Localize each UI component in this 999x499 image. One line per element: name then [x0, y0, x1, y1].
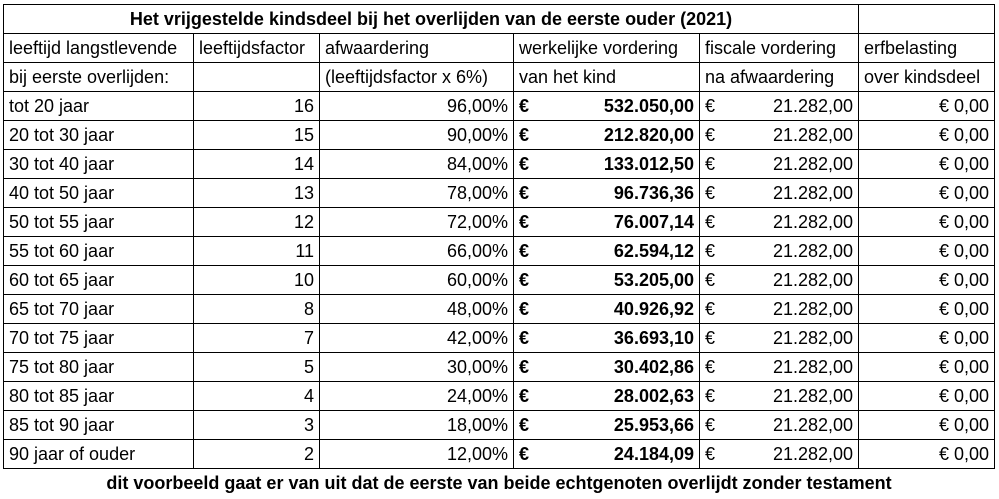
euro-symbol: € — [705, 328, 716, 348]
cell-afwaardering: 48,00% — [320, 295, 514, 324]
cell-afwaardering: 96,00% — [320, 92, 514, 121]
amount-value: 40.926,92 — [613, 299, 694, 319]
header-fiscale-vordering: fiscale vordering — [700, 34, 859, 63]
cell-werkelijke-vordering — [514, 411, 700, 440]
amount-value: 36.693,10 — [613, 328, 694, 348]
cell-erfbelasting: € 0,00 — [859, 237, 995, 266]
cell-afwaardering: 90,00% — [320, 121, 514, 150]
cell-erfbelasting: € 0,00 — [859, 150, 995, 179]
cell-age: 85 tot 90 jaar — [4, 411, 194, 440]
cell-fiscale-vordering — [700, 92, 859, 121]
cell-fiscale-vordering — [700, 324, 859, 353]
cell-erfbelasting: € 0,00 — [859, 295, 995, 324]
euro-symbol: € — [705, 154, 716, 174]
header-age: leeftijd langstlevende — [4, 34, 194, 63]
table-row — [4, 440, 995, 469]
cell-factor: 8 — [194, 295, 320, 324]
cell-afwaardering: 24,00% — [320, 382, 514, 411]
cell-werkelijke-vordering — [514, 440, 700, 469]
amount-value: 212.820,00 — [603, 125, 694, 145]
cell-afwaardering: 30,00% — [320, 353, 514, 382]
cell-age: 20 tot 30 jaar — [4, 121, 194, 150]
cell-age: 75 tot 80 jaar — [4, 353, 194, 382]
cell-factor: 11 — [194, 237, 320, 266]
cell-erfbelasting: € 0,00 — [859, 179, 995, 208]
amount-value: 96.736,36 — [613, 183, 694, 203]
table-row — [4, 324, 995, 353]
amount-value: 21.282,00 — [772, 212, 854, 232]
table-row — [4, 150, 995, 179]
cell-fiscale-vordering — [700, 353, 859, 382]
cell-factor: 10 — [194, 266, 320, 295]
amount-value: 30.402,86 — [613, 357, 694, 377]
amount-value: 21.282,00 — [772, 357, 854, 377]
cell-erfbelasting: € 0,00 — [859, 440, 995, 469]
amount-value: 21.282,00 — [772, 270, 854, 290]
cell-fiscale-vordering — [700, 237, 859, 266]
cell-erfbelasting: € 0,00 — [859, 208, 995, 237]
table-row — [4, 382, 995, 411]
table-row — [4, 411, 995, 440]
euro-symbol: € — [705, 212, 716, 232]
table-row — [4, 179, 995, 208]
cell-erfbelasting: € 0,00 — [859, 353, 995, 382]
header-erfbelasting-line2: over kindsdeel — [859, 63, 995, 92]
euro-symbol: € — [519, 183, 530, 203]
amount-value: 21.282,00 — [772, 328, 854, 348]
euro-symbol: € — [705, 444, 716, 464]
euro-symbol: € — [705, 96, 716, 116]
amount-value: 21.282,00 — [772, 299, 854, 319]
cell-werkelijke-vordering — [514, 121, 700, 150]
header-row-1 — [4, 34, 995, 63]
cell-werkelijke-vordering — [514, 353, 700, 382]
cell-erfbelasting: € 0,00 — [859, 92, 995, 121]
kindsdeel-table — [3, 4, 995, 497]
table-row — [4, 237, 995, 266]
amount-value: 76.007,14 — [613, 212, 694, 232]
cell-afwaardering: 72,00% — [320, 208, 514, 237]
cell-fiscale-vordering — [700, 295, 859, 324]
header-fiscale-vordering-line2: na afwaardering — [700, 63, 859, 92]
cell-fiscale-vordering — [700, 150, 859, 179]
euro-symbol: € — [519, 270, 530, 290]
cell-afwaardering: 60,00% — [320, 266, 514, 295]
cell-erfbelasting: € 0,00 — [859, 411, 995, 440]
table-row — [4, 121, 995, 150]
table-row — [4, 92, 995, 121]
header-werkelijke-vordering-line2: van het kind — [514, 63, 700, 92]
header-row-2 — [4, 63, 995, 92]
cell-age: 55 tot 60 jaar — [4, 237, 194, 266]
cell-age: tot 20 jaar — [4, 92, 194, 121]
cell-fiscale-vordering — [700, 208, 859, 237]
cell-age: 50 tot 55 jaar — [4, 208, 194, 237]
cell-werkelijke-vordering — [514, 295, 700, 324]
euro-symbol: € — [519, 154, 530, 174]
euro-symbol: € — [705, 357, 716, 377]
amount-value: 21.282,00 — [772, 386, 854, 406]
amount-value: 21.282,00 — [772, 415, 854, 435]
cell-afwaardering: 12,00% — [320, 440, 514, 469]
euro-symbol: € — [519, 125, 530, 145]
euro-symbol: € — [519, 357, 530, 377]
header-erfbelasting: erfbelasting — [859, 34, 995, 63]
cell-afwaardering: 66,00% — [320, 237, 514, 266]
amount-value: 53.205,00 — [613, 270, 694, 290]
cell-age: 30 tot 40 jaar — [4, 150, 194, 179]
header-afwaardering-line2: (leeftijdsfactor x 6%) — [320, 63, 514, 92]
cell-werkelijke-vordering — [514, 92, 700, 121]
cell-fiscale-vordering — [700, 440, 859, 469]
euro-symbol: € — [519, 241, 530, 261]
header-werkelijke-vordering: werkelijke vordering — [514, 34, 700, 63]
footer-row — [4, 469, 995, 498]
euro-symbol: € — [519, 299, 530, 319]
cell-factor: 3 — [194, 411, 320, 440]
cell-erfbelasting: € 0,00 — [859, 266, 995, 295]
euro-symbol: € — [705, 386, 716, 406]
cell-afwaardering: 18,00% — [320, 411, 514, 440]
cell-factor: 14 — [194, 150, 320, 179]
euro-symbol: € — [519, 444, 530, 464]
table-row — [4, 353, 995, 382]
euro-symbol: € — [519, 96, 530, 116]
euro-symbol: € — [519, 212, 530, 232]
cell-fiscale-vordering — [700, 179, 859, 208]
euro-symbol: € — [705, 415, 716, 435]
table-row — [4, 295, 995, 324]
cell-factor: 4 — [194, 382, 320, 411]
cell-age: 40 tot 50 jaar — [4, 179, 194, 208]
cell-factor: 7 — [194, 324, 320, 353]
cell-age: 80 tot 85 jaar — [4, 382, 194, 411]
cell-erfbelasting: € 0,00 — [859, 382, 995, 411]
header-factor-line2 — [194, 63, 320, 92]
amount-value: 25.953,66 — [613, 415, 694, 435]
cell-erfbelasting: € 0,00 — [859, 121, 995, 150]
cell-werkelijke-vordering — [514, 266, 700, 295]
cell-fiscale-vordering — [700, 266, 859, 295]
amount-value: 62.594,12 — [613, 241, 694, 261]
euro-symbol: € — [519, 386, 530, 406]
amount-value: 21.282,00 — [772, 125, 854, 145]
cell-factor: 5 — [194, 353, 320, 382]
header-factor: leeftijdsfactor — [194, 34, 320, 63]
cell-erfbelasting: € 0,00 — [859, 324, 995, 353]
cell-age: 60 tot 65 jaar — [4, 266, 194, 295]
cell-age: 70 tot 75 jaar — [4, 324, 194, 353]
euro-symbol: € — [705, 183, 716, 203]
cell-werkelijke-vordering — [514, 179, 700, 208]
table-title: Het vrijgestelde kindsdeel bij het overlijden van de eerste ouder (2021) — [4, 5, 859, 34]
cell-werkelijke-vordering — [514, 208, 700, 237]
euro-symbol: € — [705, 270, 716, 290]
header-age-line2: bij eerste overlijden: — [4, 63, 194, 92]
amount-value: 24.184,09 — [613, 444, 694, 464]
cell-werkelijke-vordering — [514, 382, 700, 411]
table-row — [4, 266, 995, 295]
title-blank-cell — [859, 5, 995, 34]
amount-value: 28.002,63 — [613, 386, 694, 406]
amount-value: 21.282,00 — [772, 444, 854, 464]
euro-symbol: € — [705, 299, 716, 319]
amount-value: 21.282,00 — [772, 183, 854, 203]
euro-symbol: € — [519, 328, 530, 348]
cell-factor: 16 — [194, 92, 320, 121]
cell-fiscale-vordering — [700, 382, 859, 411]
cell-fiscale-vordering — [700, 121, 859, 150]
table-row — [4, 208, 995, 237]
amount-value: 133.012,50 — [603, 154, 694, 174]
amount-value: 21.282,00 — [772, 154, 854, 174]
cell-factor: 2 — [194, 440, 320, 469]
euro-symbol: € — [705, 241, 716, 261]
cell-werkelijke-vordering — [514, 324, 700, 353]
cell-werkelijke-vordering — [514, 237, 700, 266]
euro-symbol: € — [519, 415, 530, 435]
cell-afwaardering: 84,00% — [320, 150, 514, 179]
amount-value: 21.282,00 — [772, 241, 854, 261]
cell-fiscale-vordering — [700, 411, 859, 440]
cell-factor: 15 — [194, 121, 320, 150]
footer-note: dit voorbeeld gaat er van uit dat de eerste van beide echtgenoten overlijdt zonder testament — [106, 473, 892, 493]
header-afwaardering: afwaardering — [320, 34, 514, 63]
cell-afwaardering: 42,00% — [320, 324, 514, 353]
cell-werkelijke-vordering — [514, 150, 700, 179]
cell-factor: 13 — [194, 179, 320, 208]
amount-value: 532.050,00 — [603, 96, 694, 116]
cell-age: 65 tot 70 jaar — [4, 295, 194, 324]
euro-symbol: € — [705, 125, 716, 145]
cell-afwaardering: 78,00% — [320, 179, 514, 208]
amount-value: 21.282,00 — [772, 96, 854, 116]
cell-age: 90 jaar of ouder — [4, 440, 194, 469]
title-row — [4, 5, 995, 34]
cell-factor: 12 — [194, 208, 320, 237]
